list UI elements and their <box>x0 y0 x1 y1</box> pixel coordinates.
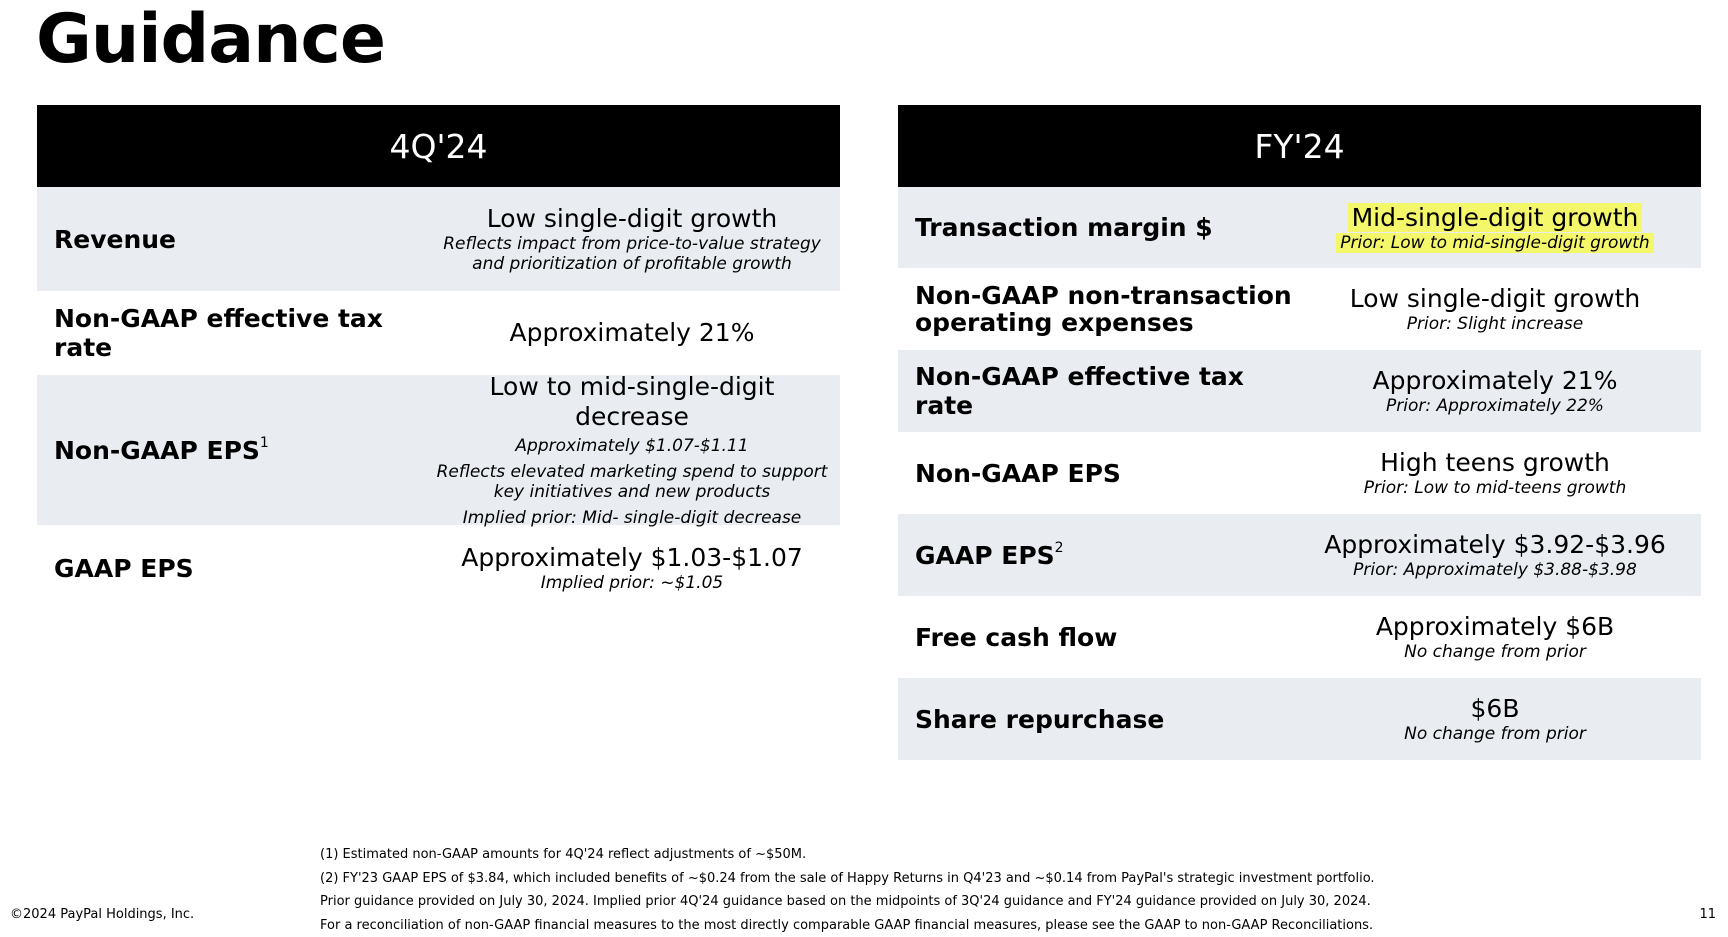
footnote-marker: 2 <box>1055 540 1064 556</box>
highlighted-value-main: Mid-single-digit growth <box>1348 203 1643 232</box>
value-main: Low single-digit growth <box>487 204 778 234</box>
row-value <box>1305 203 1685 253</box>
table-row <box>898 514 1701 596</box>
row-value <box>1305 284 1685 334</box>
table-row <box>898 268 1701 350</box>
row-label: GAAP EPS <box>54 554 432 583</box>
value-note: and prioritization of profitable growth <box>472 254 792 274</box>
value-main: Approximately 21% <box>510 318 755 348</box>
table-row <box>898 678 1701 760</box>
row-label-text: Non-GAAP EPS <box>54 436 260 465</box>
value-main: Approximately $1.03-$1.07 <box>461 543 803 573</box>
row-value <box>1305 530 1685 580</box>
page-number: 11 <box>1699 907 1716 922</box>
row-label-text: GAAP EPS <box>915 541 1055 570</box>
row-label: Free cash flow <box>915 623 1305 652</box>
row-value <box>432 318 832 348</box>
table-row <box>898 596 1701 678</box>
footnote: For a reconciliation of non-GAAP financial measures to the most directly comparable GAAP financial measures, please see the GAAP to non-GAAP Reconciliations. <box>320 914 1375 937</box>
row-value <box>432 543 832 593</box>
value-main: Approximately 21% <box>1373 366 1618 396</box>
row-label: Share repurchase <box>915 705 1305 734</box>
page-title: Guidance <box>36 0 385 80</box>
table-row <box>898 350 1701 432</box>
row-label <box>915 282 1305 336</box>
value-note: key initiatives and new products <box>494 482 771 502</box>
footnote-marker: 1 <box>260 435 269 451</box>
value-note: Reflects elevated marketing spend to support <box>437 462 828 482</box>
row-label: Revenue <box>54 225 432 254</box>
row-label-line: Non-GAAP non-transaction <box>915 282 1305 309</box>
fiscal-year-guidance-table <box>898 105 1701 760</box>
row-label: Non-GAAP effective tax rate <box>915 362 1305 420</box>
quarter-header: 4Q'24 <box>37 105 840 187</box>
table-row <box>898 187 1701 268</box>
value-note: No change from prior <box>1404 642 1586 662</box>
row-label <box>915 541 1305 570</box>
row-label <box>54 436 432 465</box>
value-note: No change from prior <box>1404 724 1586 744</box>
value-note: Reflects impact from price-to-value strategy <box>443 234 821 254</box>
quarter-guidance-table <box>37 105 840 611</box>
fiscal-year-header: FY'24 <box>898 105 1701 187</box>
row-label: Non-GAAP EPS <box>915 459 1305 488</box>
row-value <box>1305 612 1685 662</box>
footnote: Prior guidance provided on July 30, 2024. Implied prior 4Q'24 guidance based on the midpoints of 3Q'24 guidance and FY'24 guidance provided on July 30, 2024. <box>320 890 1375 914</box>
value-note: Implied prior: ~$1.05 <box>541 573 723 593</box>
value-note: Approximately $1.07-$1.11 <box>515 436 748 456</box>
row-label: Non-GAAP effective tax rate <box>54 304 432 362</box>
value-note: Prior: Approximately $3.88-$3.98 <box>1353 560 1637 580</box>
table-row <box>37 375 840 525</box>
value-main: Low to mid-single-digit decrease <box>432 372 832 432</box>
table-row <box>37 291 840 375</box>
value-note: Implied prior: Mid- single-digit decrease <box>463 508 802 528</box>
table-row <box>37 525 840 611</box>
footnotes <box>320 843 1375 937</box>
value-main: Approximately $6B <box>1376 612 1614 642</box>
row-value <box>432 372 832 528</box>
row-value <box>432 204 832 274</box>
value-main: High teens growth <box>1380 448 1610 478</box>
value-note: Prior: Approximately 22% <box>1386 396 1604 416</box>
value-note: Prior: Slight increase <box>1407 314 1583 334</box>
row-value <box>1305 448 1685 498</box>
value-main: Low single-digit growth <box>1350 284 1641 314</box>
table-row <box>898 432 1701 514</box>
footnote: (1) Estimated non-GAAP amounts for 4Q'24 reflect adjustments of ~$50M. <box>320 843 1375 867</box>
row-value <box>1305 694 1685 744</box>
row-value <box>1305 366 1685 416</box>
copyright: ©2024 PayPal Holdings, Inc. <box>10 907 194 922</box>
row-label-line: operating expenses <box>915 309 1305 336</box>
value-note: Prior: Low to mid-teens growth <box>1364 478 1627 498</box>
footnote: (2) FY'23 GAAP EPS of $3.84, which included benefits of ~$0.24 from the sale of Happy Returns in Q4'23 and ~$0.14 from PayPal's strategic investment portfolio. <box>320 867 1375 891</box>
row-label: Transaction margin $ <box>915 213 1305 242</box>
table-row <box>37 187 840 291</box>
value-main: Approximately $3.92-$3.96 <box>1324 530 1666 560</box>
value-main: $6B <box>1471 694 1520 724</box>
highlighted-value-note: Prior: Low to mid-single-digit growth <box>1336 233 1653 253</box>
